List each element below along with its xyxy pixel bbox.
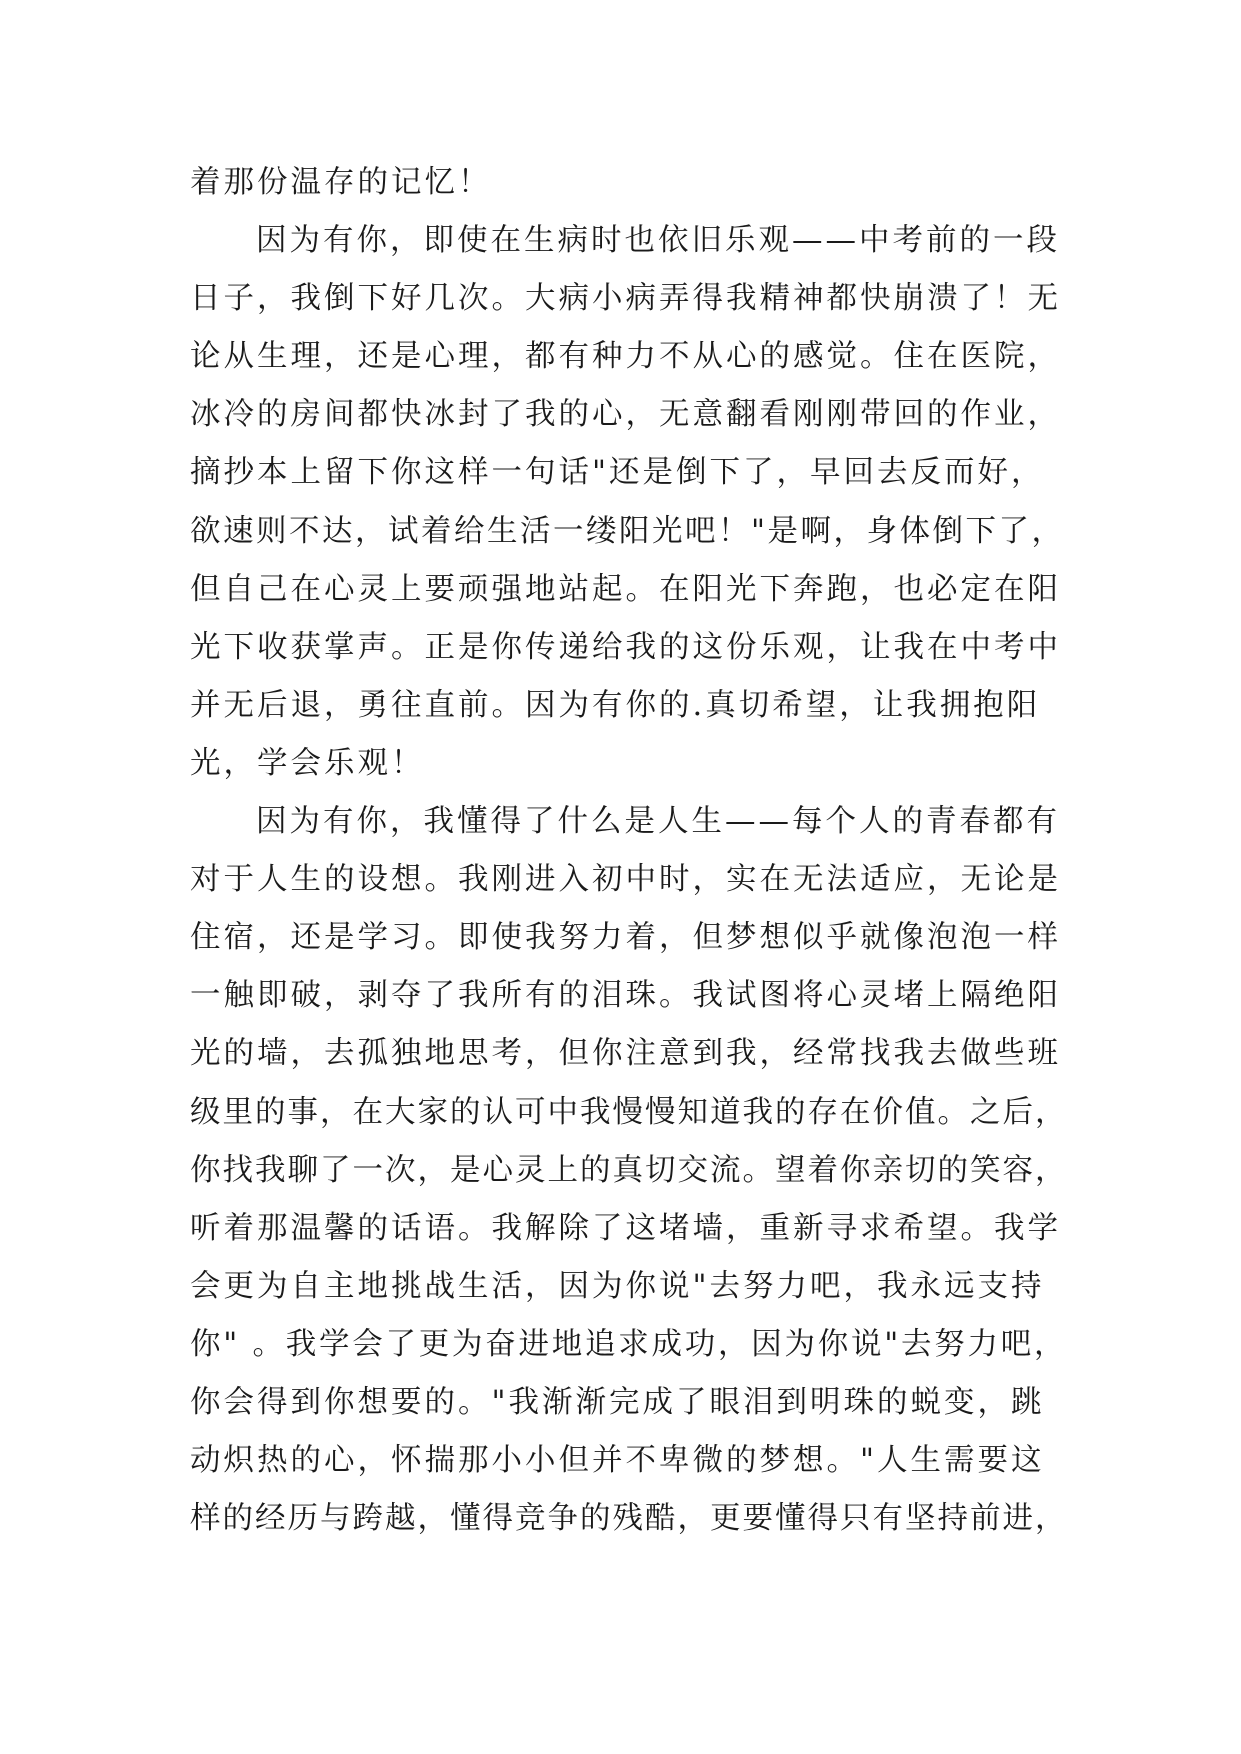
text-line: 光的墙，去孤独地思考，但你注意到我，经常找我去做些班 [190,1036,1061,1072]
text-line: 对于人生的设想。我刚进入初中时，实在无法适应，无论是 [190,862,1061,898]
text-line: 冰冷的房间都快冰封了我的心，无意翻看刚刚带回的作业， [190,397,1061,433]
text-line: 并无后退，勇往直前。因为有你的.真切希望，让我拥抱阳 [190,687,1041,723]
text-line: 动炽热的心，怀揣那小小但并不卑微的梦想。"人生需要这 [190,1443,1045,1479]
text-line: 论从生理，还是心理，都有种力不从心的感觉。住在医院， [190,339,1061,375]
text-line: 会更为自主地挑战生活，因为你说"去努力吧，我永远支持 [190,1268,1045,1304]
paragraph-start-line: 因为有你，我懂得了什么是人生——每个人的青春都有 [256,804,1060,840]
text-line: 着那份温存的记忆！ [190,165,492,200]
text-line: 但自己在心灵上要顽强地站起。在阳光下奔跑，也必定在阳 [190,571,1061,607]
body-text [190,154,1070,1548]
paragraph-start-line: 因为有你，即使在生病时也依旧乐观——中考前的一段 [256,223,1060,259]
text-line: 欲速则不达，试着给生活一缕阳光吧！"是啊，身体倒下了， [190,513,1065,549]
text-line: 光，学会乐观！ [190,745,425,781]
text-line: 你找我聊了一次，是心灵上的真切交流。望着你亲切的笑容， [190,1152,1068,1188]
text-line: 一触即破，剥夺了我所有的泪珠。我试图将心灵堵上隔绝阳 [190,978,1061,1014]
text-line: 级里的事，在大家的认可中我慢慢知道我的存在价值。之后， [190,1094,1068,1130]
text-line: 你" 。我学会了更为奋进地追求成功，因为你说"去努力吧， [190,1326,1068,1362]
text-line: 样的经历与跨越，懂得竞争的残酷，更要懂得只有坚持前进， [190,1501,1068,1537]
text-line: 你会得到你想要的。"我渐渐完成了眼泪到明珠的蜕变，跳 [190,1384,1045,1420]
text-line: 摘抄本上留下你这样一句话"还是倒下了，早回去反而好， [190,455,1045,491]
text-line: 住宿，还是学习。即使我努力着，但梦想似乎就像泡泡一样 [190,920,1061,956]
text-line: 听着那温馨的话语。我解除了这堵墙，重新寻求希望。我学 [190,1210,1061,1246]
text-line: 光下收获掌声。正是你传递给我的这份乐观，让我在中考中 [190,629,1061,665]
text-line: 日子，我倒下好几次。大病小病弄得我精神都快崩溃了！无 [190,281,1061,317]
